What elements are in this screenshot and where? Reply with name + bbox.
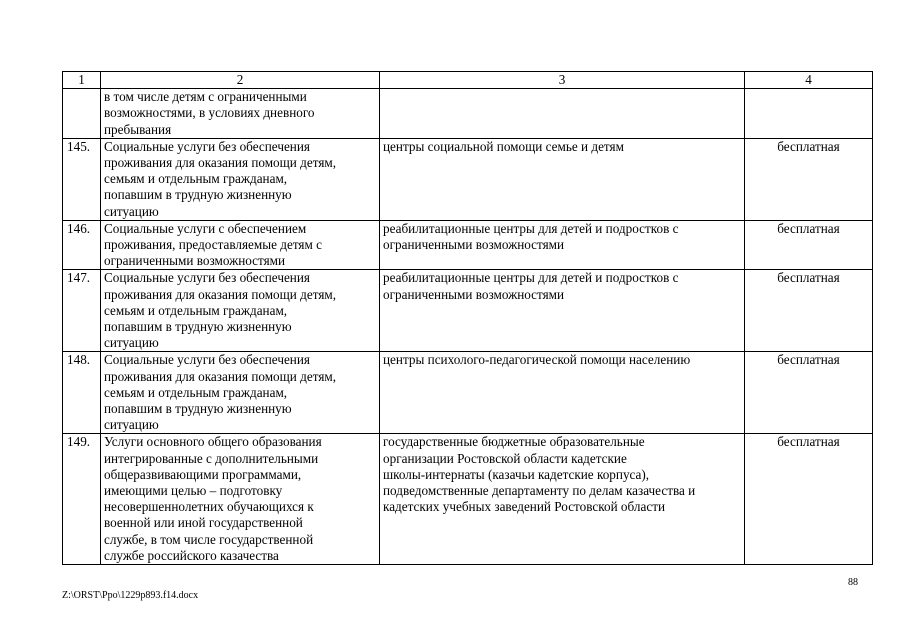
- table-row: [63, 220, 873, 270]
- column-header-4: 4: [745, 72, 873, 89]
- service-name-line: Социальные услуги без обеспечения: [104, 270, 310, 286]
- service-name: [101, 352, 380, 434]
- service-name-line: проживания для оказания помощи детям,: [104, 155, 337, 171]
- table-row: [63, 352, 873, 434]
- institution-type-line: государственные бюджетные образовательные: [383, 434, 645, 450]
- services-table: [62, 71, 873, 565]
- row-number: 146.: [63, 220, 101, 270]
- service-name-line: службе, в том числе государственной: [104, 531, 314, 547]
- service-name: [101, 220, 380, 270]
- institution-type-line: кадетских учебных заведений Ростовской области: [383, 499, 666, 515]
- table-body: [63, 89, 873, 565]
- institution-type-line: реабилитационные центры для детей и подростков с: [383, 220, 679, 236]
- service-name-line: Социальные услуги с обеспечением: [104, 220, 307, 236]
- service-name-line: проживания для оказания помощи детям,: [104, 368, 337, 384]
- page-number: 88: [848, 577, 858, 588]
- service-name-line: Социальные услуги без обеспечения: [104, 138, 310, 154]
- table-row: [63, 434, 873, 565]
- service-name-line: проживания, предоставляемые детям с: [104, 237, 322, 253]
- payment-type: [745, 89, 873, 139]
- payment-type: бесплатная: [745, 270, 873, 352]
- column-header-1: 1: [63, 72, 101, 89]
- service-name-line: семьям и отдельным гражданам,: [104, 384, 288, 400]
- service-name-line: Социальные услуги без обеспечения: [104, 352, 310, 368]
- row-number: 148.: [63, 352, 101, 434]
- service-name-line: семьям и отдельным гражданам,: [104, 171, 288, 187]
- table-header-row: [63, 72, 873, 89]
- service-name-line: общеразвивающими программами,: [104, 466, 302, 482]
- table-row: [63, 138, 873, 220]
- payment-type: бесплатная: [745, 434, 873, 565]
- file-path: Z:\ORST\Ppo\1229p893.f14.docx: [62, 590, 199, 601]
- column-header-3: 3: [380, 72, 745, 89]
- service-name: [101, 138, 380, 220]
- institution-type: [380, 138, 745, 220]
- institution-type-line: центры психолого-педагогической помощи населению: [383, 352, 691, 368]
- service-name-line: военной или иной государственной: [104, 515, 303, 531]
- institution-type: [380, 270, 745, 352]
- institution-type-line: ограниченными возможностями: [383, 286, 565, 302]
- service-name-line: попавшим в трудную жизненную: [104, 319, 292, 335]
- service-name-line: службе российского казачества: [104, 547, 279, 563]
- service-name: [101, 89, 380, 139]
- service-name-line: несовершеннолетних обучающихся к: [104, 499, 314, 515]
- service-name-line: ограниченными возможностями: [104, 253, 286, 269]
- institution-type-line: центры социальной помощи семье и детям: [383, 138, 624, 154]
- column-header-2: 2: [101, 72, 380, 89]
- service-name-line: в том числе детям с ограниченными: [104, 89, 307, 105]
- institution-type-line: подведомственные департаменту по делам казачества и: [383, 483, 696, 499]
- table-row: [63, 89, 873, 139]
- institution-type-line: реабилитационные центры для детей и подростков с: [383, 270, 679, 286]
- institution-type: [380, 434, 745, 565]
- institution-type: [380, 89, 745, 139]
- service-name-line: попавшим в трудную жизненную: [104, 401, 292, 417]
- service-name: [101, 270, 380, 352]
- service-name-line: ситуацию: [104, 417, 159, 433]
- service-name-line: семьям и отдельным гражданам,: [104, 302, 288, 318]
- row-number: [63, 89, 101, 139]
- service-name-line: проживания для оказания помощи детям,: [104, 286, 337, 302]
- service-name-line: пребывания: [104, 121, 172, 137]
- institution-type-line: ограниченными возможностями: [383, 237, 565, 253]
- payment-type: бесплатная: [745, 220, 873, 270]
- service-name-line: ситуацию: [104, 335, 159, 351]
- row-number: 147.: [63, 270, 101, 352]
- service-name-line: возможностями, в условиях дневного: [104, 105, 315, 121]
- row-number: 145.: [63, 138, 101, 220]
- table-row: [63, 270, 873, 352]
- institution-type-line: организации Ростовской области кадетские: [383, 450, 627, 466]
- service-name-line: попавшим в трудную жизненную: [104, 187, 292, 203]
- service-name-line: ситуацию: [104, 203, 159, 219]
- institution-type: [380, 352, 745, 434]
- institution-type-line: школы-интернаты (казачьи кадетские корпуса),: [383, 466, 650, 482]
- service-name-line: интегрированные с дополнительными: [104, 450, 319, 466]
- payment-type: бесплатная: [745, 352, 873, 434]
- service-name-line: Услуги основного общего образования: [104, 434, 322, 450]
- service-name: [101, 434, 380, 565]
- row-number: 149.: [63, 434, 101, 565]
- institution-type: [380, 220, 745, 270]
- payment-type: бесплатная: [745, 138, 873, 220]
- service-name-line: имеющими целью – подготовку: [104, 483, 283, 499]
